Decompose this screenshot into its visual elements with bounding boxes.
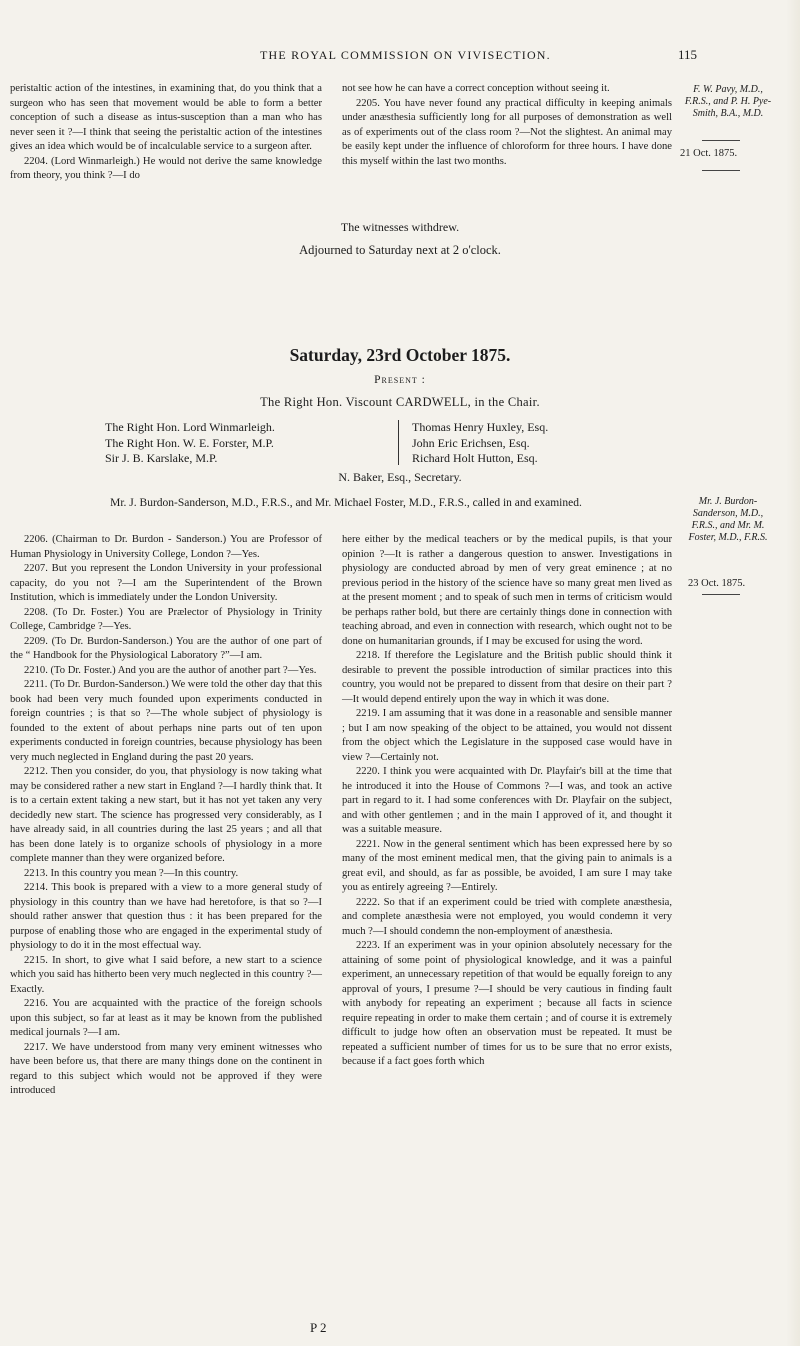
members-right [412, 420, 548, 467]
session-date-title: Saturday, 23rd October 1875. [289, 345, 511, 365]
paragraph: 2204. (Lord Winmarleigh.) He would not derive the same knowledge from theory, you think ?—I do [10, 155, 322, 181]
members-left [105, 420, 275, 467]
paragraph: 2208. (To Dr. Foster.) You are Prælector of Physiology in Trinity College, Cambridge ?—Yes. [10, 606, 322, 632]
member-name: John Eric Erichsen, Esq. [412, 435, 530, 450]
paragraph: 2206. (Chairman to Dr. Burdon - Sanderson.) You are Professor of Human Physiology in University College, London ?—Yes. [10, 534, 322, 560]
member-name: Richard Holt Hutton, Esq. [412, 451, 538, 466]
paragraph: 2205. You have never found any practical difficulty in keeping animals under anæsthesia sufficiently long for all purposes of demonstration as well as of experiments out of the class room ?—Not the slightest. An animal may be easily kept under the influence of chloroform for three hours. I have done this myself within the last two months. [342, 97, 672, 167]
paragraph: 2221. Now in the general sentiment which has been expressed here by so many of the most eminent medical men, that the giving pain to animals is a great evil, and should, as far as possible, be avoided, I am sure I may take you as entirely agreeing ?—Entirely. [342, 838, 672, 893]
paragraph: 2211. (To Dr. Burdon-Sanderson.) We were told the other day that this book had been very much founded upon experiments conducted in foreign countries ; is that so ?—The whole subject of physiology is founded to the extent of about perhaps nine parts out of ten upon experiments conducted in foreign countries, because physiology has been very much neglected in England during the past 20 years. [10, 679, 322, 763]
member-name: Thomas Henry Huxley, Esq. [412, 420, 549, 434]
witness-line: Mr. J. Burdon-Sanderson, M.D., F.R.S., and Mr. Michael Foster, M.D., F.R.S., called in and examined. [110, 497, 582, 509]
signature-mark: P 2 [310, 1320, 327, 1335]
paragraph: 2219. I am assuming that it was done in a reasonable and sensible manner ; but I am now speaking of the object to be attained, you would not dissent from the object which the Legislature in the supposed case would have in view ?—Certainly not. [342, 708, 672, 763]
left-column [10, 533, 322, 1099]
top-right-column [342, 82, 672, 169]
adjourned-note: Adjourned to Saturday next at 2 o'clock. [299, 243, 501, 257]
margin-date: 23 Oct. 1875. [688, 578, 746, 589]
paragraph: peristaltic action of the intestines, in examining that, do you think that a surgeon who has seen that movement would be able to form a better conception of such a disease as intus-susception than a man who has never seen it ?—I think that seeing the peristaltic action of the intestines gives an idea which would be of incalculable service to a surgeon after. [10, 83, 322, 152]
paragraph: not see how he can have a correct conception without seeing it. [342, 83, 610, 94]
margin-witnesses-note: Mr. J. Burdon-Sanderson, M.D., F.R.S., and Mr. M. Foster, M.D., F.R.S. [688, 496, 768, 543]
page-edge [786, 0, 800, 1346]
paragraph: 2220. I think you were acquainted with Dr. Playfair's bill at the time that he introduced it into the House of Commons ?—I was, and took an active part in regard to it. I had some conferences with Dr. Playfair on the subject, and with other gentlemen ; and in the main I approved of it, and thought it was a suitable measure. [342, 766, 672, 835]
members-divider [398, 420, 399, 465]
paragraph: 2209. (To Dr. Burdon-Sanderson.) You are the author of one part of the “ Handbook for the Physiological Laboratory ?”—I am. [10, 635, 322, 661]
paragraph: 2207. But you represent the London University in your professional capacity, do you not ?—I am the Superintendent of the Brown Institution, which is immediately under the London University. [10, 563, 322, 603]
margin-rule [702, 170, 740, 171]
member-name: Sir J. B. Karslake, M.P. [105, 451, 218, 466]
running-title: THE ROYAL COMMISSION ON VIVISECTION. [260, 48, 551, 62]
chair-line: The Right Hon. Viscount CARDWELL, in the Chair. [260, 395, 540, 409]
margin-rule [702, 140, 740, 141]
witnesses-withdrew: The witnesses withdrew. [340, 220, 460, 234]
secretary-line: N. Baker, Esq., Secretary. [338, 470, 462, 484]
paragraph: here either by the medical teachers or by the medical pupils, is that your opinion ?—It is rather a dangerous question to answer. Investigations in physiology are conducted abroad by men of very great eminence ; at no previous period in the history of the science have so many great men lived as at the present moment ; and to speak of such men in terms of criticism would be perhaps rather bold, but there are certainly things done in connection with teaching abroad, and even in connection with research, which ought not to be done on humanitarian grounds, if I may be excused for using the word. [342, 534, 672, 647]
paragraph: 2222. So that if an experiment could be tried with complete anæsthesia, and complete anæsthesia were not employed, you would condemn it very much ?—I should condemn the non-employment of anæsthesia. [342, 896, 672, 937]
paragraph: 2215. In short, to give what I said before, a new start to a science which you said has hitherto been very much neglected in this country ?—Exactly. [10, 954, 322, 995]
paragraph: 2214. This book is prepared with a view to a more general study of physiology in this country than we have had heretofore, is that so ?—I should rather answer that question thus : it has been prepared for the purpose of enabling those who are engaged in the experimental study of physiology to do it in the most effectual way. [10, 882, 322, 951]
paragraph: 2216. You are acquainted with the practice of the foreign schools upon this subject, so far at least as it may be known from the published medical journals ?—I am. [10, 998, 322, 1038]
page-number: 115 [678, 47, 698, 62]
top-left-column [10, 82, 322, 184]
margin-rule [702, 594, 740, 595]
member-name: The Right Hon. W. E. Forster, M.P. [105, 435, 274, 450]
paragraph: 2210. (To Dr. Foster.) And you are the author of another part ?—Yes. [24, 664, 317, 676]
right-column [342, 533, 672, 1070]
paragraph: 2213. In this country you mean ?—In this country. [24, 867, 239, 879]
margin-date: 21 Oct. 1875. [680, 148, 738, 159]
paragraph: 2212. Then you consider, do you, that physiology is now taking what may be considered rather a new start in England ?—I hardly think that. It is to a certain extent taking a new start, but it has not yet taken any very decidedly new start. The science has progressed very considerably, as I have already said, in all countries during the last 25 years ; and all that has been done lately is to organize schools of physiology in a more complete manner than they were organized before. [10, 766, 322, 864]
member-name: The Right Hon. Lord Winmarleigh. [105, 420, 275, 434]
present-label: Present : [374, 374, 426, 386]
paragraph: 2217. We have understood from many very eminent witnesses who have been before us, that there are many things done on the continent in regard to this subject which would not be approved if they were introduced [10, 1041, 322, 1096]
paragraph: 2223. If an experiment was in your opinion absolutely necessary for the attaining of some point of physiological knowledge, and it was a painful experiment, an unnecessary repetition of that would be equally foreign to any approval of yours, I presume ?—I should be very cautious in finding fault with anybody for repeating an experiment ; because all facts in science require repeating in order to make them certain ; and of course it is extremely difficult to judge how often an observation must be repeated. It must be repeated a sufficient number of times for us to be sure that no error exists, because if a fact goes forth which [342, 940, 672, 1067]
margin-witnesses-note: F. W. Pavy, M.D., F.R.S., and P. H. Pye-Smith, B.A., M.D. [684, 84, 772, 119]
paragraph: 2218. If therefore the Legislature and the British public should think it desirable to prevent the possible introduction of similar practices into this country, you would not be prepared to dissent from that desire on their part ?—It would depend entirely upon the way in which it was done. [342, 650, 672, 705]
